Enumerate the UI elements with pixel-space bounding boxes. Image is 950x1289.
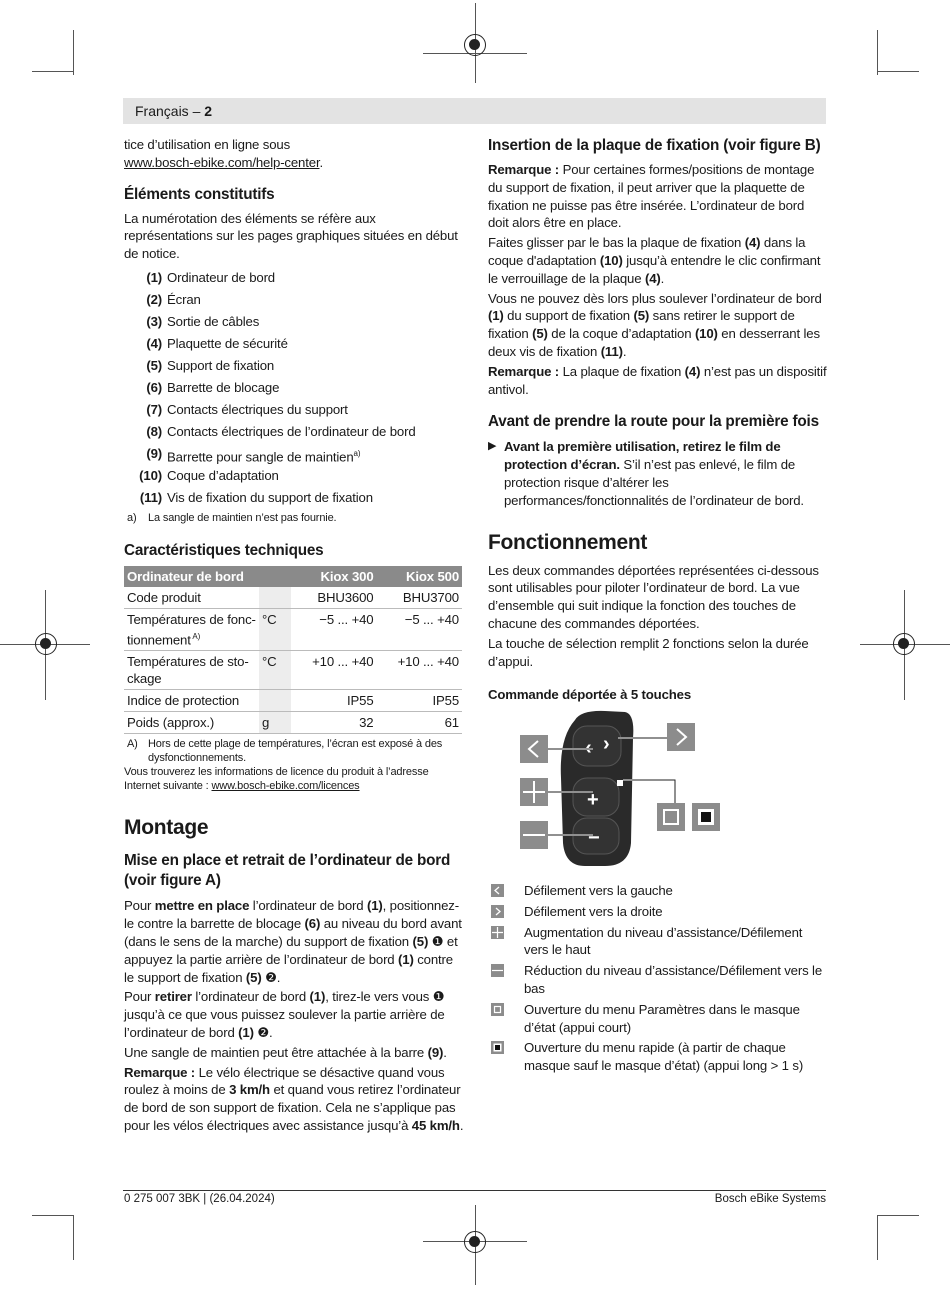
page-header: Français – 2 [123, 98, 826, 124]
chevron-right-icon [491, 905, 504, 918]
crop-mark [73, 1215, 74, 1260]
remote-left-glyph: ‹ [585, 737, 592, 759]
legend-item: Réduction du niveau d’assistance/Défilement vers le bas [488, 962, 828, 998]
components-list [124, 267, 464, 509]
specs-unit-cell [259, 690, 291, 712]
specs-header-cell: Ordinateur de bord [124, 566, 259, 587]
square-filled-icon [491, 1041, 504, 1054]
component-item: (10) Coque d’adaptation [139, 467, 279, 483]
legend-item: Ouverture du menu Paramètres dans le masque d’état (appui court) [488, 1001, 828, 1037]
plate-heading: Insertion de la plaque de fixation (voir figure B) [488, 137, 821, 154]
crop-mark [877, 71, 919, 72]
road-bullet: ▶ Avant la première utilisation, retirez le film de protection d’écran. S’il n’est pas enlevé, le film de protection risque d’altérer les performances/fonctionnalités de l’ordinateur de bord. [488, 439, 804, 508]
specs-label-cell: Code produit [124, 587, 259, 609]
component-item: (8) Contacts électriques de l’ordinateur de bord [146, 423, 416, 439]
left-column [124, 136, 464, 1137]
specs-footnote: A) Hors de cette plage de températures, l’écran est exposé à des dysfonctionnements. [127, 738, 443, 765]
mount-paragraph-3: Une sangle de maintien peut être attachée à la barre (9). [124, 1044, 447, 1060]
plate-paragraph-2: Vous ne pouvez dès lors plus soulever l’ordinateur de bord (1) du support de fixation (5) sans retirer le support de fixation (5) de la coque d’adaptation (10) en desserrant les deux vis de fixation (11). [488, 290, 822, 359]
component-item: (1) Ordinateur de bord [146, 269, 275, 285]
specs-row [124, 690, 462, 712]
specs-value-cell: IP55 [291, 690, 377, 712]
registration-mark-icon [464, 1231, 486, 1253]
specs-value-cell: +10 ... +40 [377, 651, 463, 690]
page-number: 2 [204, 103, 213, 119]
crop-mark [32, 71, 74, 72]
components-heading: Éléments constitutifs [124, 185, 275, 203]
specs-unit-cell: °C [259, 651, 291, 690]
licence-note: Vous trouverez les informations de licence du produit à l’adresse Internet suivante : www.bosch-ebike.com/licences [124, 766, 429, 793]
specs-label-cell: Températures de fonc-tionnement $^{A)}$ [124, 608, 259, 650]
chevron-left-icon [491, 884, 504, 897]
crop-mark [877, 1215, 919, 1216]
licences-link[interactable]: www.bosch-ebike.com/licences [211, 780, 360, 793]
specs-row [124, 587, 462, 609]
footer-doc-code: 0 275 007 3BK | (26.04.2024) [124, 1193, 275, 1205]
legend-item: Ouverture du menu rapide (à partir de chaque masque sauf le masque d’état) (appui long > 1 s) [488, 1039, 828, 1075]
square-outline-callout-icon [657, 803, 685, 831]
specs-row [124, 608, 462, 650]
specs-value-cell: −5 ... +40 [291, 608, 377, 650]
crop-mark [73, 30, 74, 75]
minus-icon [491, 964, 504, 977]
mount-note: Remarque : Le vélo électrique se désactive quand vous roulez à moins de 3 km/h et quand vous retirez l’ordinateur de bord de son support de fixation. Cela ne s’applique pas pour les vélos électriques avec assistance jusqu’à 45 km/h. [124, 1064, 464, 1133]
legend-item: Défilement vers la droite [488, 903, 828, 921]
specs-value-cell: −5 ... +40 [377, 608, 463, 650]
specs-table [124, 566, 462, 734]
registration-mark-icon [35, 633, 57, 655]
chevron-left-callout-icon [520, 735, 548, 763]
crop-mark [32, 1215, 74, 1216]
specs-header-cell: Kiox 500 [377, 566, 463, 587]
footer-brand: Bosch eBike Systems [714, 1193, 826, 1205]
registration-mark-icon [893, 633, 915, 655]
specs-header-row [124, 566, 462, 587]
func-heading: Fonctionnement [488, 530, 648, 554]
specs-value-cell: BHU3700 [377, 587, 463, 609]
component-item: (4) Plaquette de sécurité [146, 335, 288, 351]
func-paragraph-2: La touche de sélection remplit 2 fonctions selon la durée d’appui. [488, 635, 809, 669]
specs-label-cell: Indice de protection [124, 690, 259, 712]
mount-paragraph-2: Pour retirer l’ordinateur de bord (1), tirez-le vers vous ❶ jusqu’à ce que vous puissez soulever la partie arrière de l’ordinateur de bord (1) ❷. [124, 989, 445, 1040]
help-center-link[interactable]: www.bosch-ebike.com/help-center [124, 154, 320, 170]
component-item: (9) Barrette pour sangle de maintien$^{a)}$ [146, 445, 361, 465]
remote-select-button [617, 780, 623, 786]
remote-plus-glyph: + [587, 789, 599, 811]
specs-unit-cell: g [259, 712, 291, 734]
crop-mark [877, 30, 878, 75]
specs-value-cell: 32 [291, 712, 377, 734]
remote-right-glyph: › [603, 733, 610, 755]
component-item: (6) Barrette de blocage [146, 379, 280, 395]
specs-unit-cell: °C [259, 608, 291, 650]
crop-mark [877, 1215, 878, 1260]
specs-value-cell: IP55 [377, 690, 463, 712]
specs-value-cell: BHU3600 [291, 587, 377, 609]
right-column [488, 136, 828, 704]
func-paragraph-1: Les deux commandes déportées représentées ci-dessous sont utilisables pour piloter l’ordinateur de bord. La vue d’ensemble qui suit indique la fonction des touches de chacune des commandes déportées. [488, 562, 819, 631]
plate-note-2: Remarque : La plaque de fixation (4) n’est pas un dispositif antivol. [488, 363, 827, 397]
remote-nav-pad [573, 726, 621, 766]
chevron-right-callout-icon [667, 723, 695, 751]
remote-minus-glyph: − [588, 827, 600, 849]
remote-legend [488, 882, 828, 1078]
legend-item: Défilement vers la gauche [488, 882, 828, 900]
component-item: (11) Vis de fixation du support de fixation [139, 489, 373, 505]
road-heading: Avant de prendre la route pour la première fois [488, 413, 819, 431]
footer-rule [123, 1190, 826, 1191]
specs-row [124, 651, 462, 690]
specs-row [124, 712, 462, 734]
plate-note-1: Remarque : Pour certaines formes/positions de montage du support de fixation, il peut arriver que la plaquette de fixation ne puisse pas être insérée. L’ordinateur de bord doit alors être en place. [488, 162, 815, 231]
intro-paragraph: tice d’utilisation en ligne sous www.bosch-ebike.com/help-center. [124, 137, 323, 170]
specs-unit-cell [259, 587, 291, 609]
remote-illustration [515, 708, 725, 873]
specs-label-cell: Poids (approx.) [124, 712, 259, 734]
component-item: (3) Sortie de câbles [146, 313, 260, 329]
bullet-triangle-icon: ▶ [488, 440, 497, 453]
plus-icon [491, 926, 504, 939]
specs-value-cell: 61 [377, 712, 463, 734]
mount-heading: Mise en place et retrait de l’ordinateur de bord (voir figure A) [124, 852, 451, 890]
plate-paragraph-1: Faites glisser par le bas la plaque de fixation (4) dans la coque d'adaptation (10) jusqu’à entendre le clic confirmant le verrouillage de la plaque (4). [488, 235, 821, 286]
mount-paragraph-1: Pour mettre en place l’ordinateur de bord (1), positionnez-le contre la barrette de blocage (6) au niveau du bord avant (dans le sens de la marche) du support de fixation (5) ❶ et appuyez la partie arrière de l’ordinateur de bord (1) contre le support de fixation (5) ❷. [124, 898, 462, 985]
component-item: (2) Écran [146, 291, 201, 307]
components-intro: La numérotation des éléments se réfère aux représentations sur les pages graphiques situées en début de notice. [124, 210, 458, 262]
components-footnote: a) La sangle de maintien n’est pas fournie. [127, 511, 337, 524]
header-language: Français [135, 103, 189, 119]
montage-heading: Montage [124, 816, 209, 840]
specs-heading: Caractéristiques techniques [124, 541, 324, 559]
square-outline-icon [491, 1003, 504, 1016]
component-item: (7) Contacts électriques du support [146, 401, 348, 417]
specs-header-cell: Kiox 300 [291, 566, 377, 587]
remote-heading: Commande déportée à 5 touches [488, 687, 692, 703]
specs-label-cell: Températures de sto-ckage [124, 651, 259, 690]
legend-item: Augmentation du niveau d’assistance/Défilement vers le haut [488, 924, 828, 960]
specs-header-cell [259, 566, 291, 587]
component-item: (5) Support de fixation [146, 357, 275, 373]
specs-value-cell: +10 ... +40 [291, 651, 377, 690]
registration-mark-icon [464, 34, 486, 56]
